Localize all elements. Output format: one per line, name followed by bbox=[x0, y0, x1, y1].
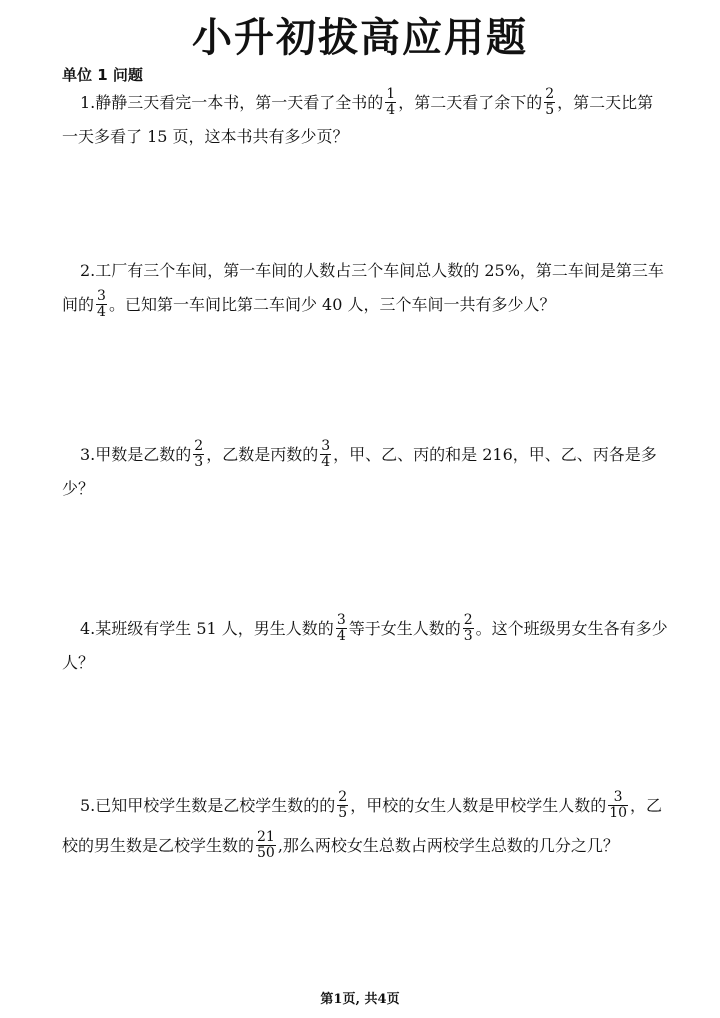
page-footer: 第1页, 共4页 bbox=[320, 992, 400, 1007]
unit-label: 单位 1 问题 bbox=[62, 66, 143, 84]
problem-text: ,那么两校女生总数占两校学生总数的几分之几？ bbox=[277, 836, 619, 855]
problem-text: 。这个班级男女生各有多少人？ bbox=[62, 619, 668, 672]
numerator: 1 bbox=[386, 86, 396, 102]
problem-1 bbox=[62, 86, 668, 154]
numerator: 3 bbox=[97, 288, 106, 304]
problem-number: 2. bbox=[80, 261, 96, 280]
denominator: 3 bbox=[463, 628, 473, 644]
denominator: 4 bbox=[386, 102, 396, 118]
numerator: 2 bbox=[463, 612, 473, 628]
numerator: 3 bbox=[336, 612, 346, 628]
problem-text: ，第二天看了余下的 bbox=[398, 93, 543, 112]
problem-text: ，乙校的男生数是乙校学生数的 bbox=[62, 796, 663, 855]
fraction bbox=[337, 790, 348, 821]
problem-text: ，乙数是丙数的 bbox=[206, 445, 319, 464]
numerator: 2 bbox=[194, 438, 204, 454]
problem-5 bbox=[62, 786, 668, 866]
numerator: 3 bbox=[321, 438, 331, 454]
denominator: 4 bbox=[321, 454, 331, 470]
numerator: 3 bbox=[613, 789, 623, 805]
problem-text: ，甲校的女生人数是甲校学生人数的 bbox=[350, 796, 607, 815]
problem-text: 等于女生人数的 bbox=[348, 619, 461, 638]
problem-text: ，第二天比第一天多看了 15 页，这本书共有多少页？ bbox=[62, 93, 654, 146]
fraction bbox=[608, 790, 628, 821]
denominator: 10 bbox=[609, 805, 628, 821]
problem-number: 4. bbox=[80, 619, 96, 638]
numerator: 21 bbox=[257, 829, 275, 845]
fraction bbox=[463, 613, 474, 644]
numerator: 2 bbox=[545, 86, 555, 102]
page-title: 小升初拔高应用题 bbox=[192, 15, 528, 61]
problem-number: 1. bbox=[80, 93, 96, 112]
problem-2 bbox=[62, 254, 668, 322]
problem-number: 5. bbox=[80, 796, 96, 815]
problem-text: 静静三天看完一本书，第一天看了全书的 bbox=[95, 93, 384, 112]
problem-text: ，甲、乙、丙的和是 216，甲、乙、丙各是多少？ bbox=[62, 445, 657, 498]
fraction bbox=[320, 439, 331, 470]
denominator: 5 bbox=[545, 102, 555, 118]
problem-3 bbox=[62, 438, 668, 506]
denominator: 4 bbox=[97, 304, 106, 320]
fraction bbox=[544, 87, 555, 118]
problem-number: 3. bbox=[80, 445, 96, 464]
fraction bbox=[96, 289, 107, 320]
denominator: 5 bbox=[338, 805, 348, 821]
problem-text: 某班级有学生 51 人，男生人数的 bbox=[95, 619, 334, 638]
problem-text: 甲数是乙数的 bbox=[95, 445, 192, 464]
numerator: 2 bbox=[338, 789, 348, 805]
fraction bbox=[385, 87, 396, 118]
problem-text: 工厂有三个车间，第一车间的人数占三个车间总人数的 25%，第二车间是第三车间的 bbox=[62, 261, 664, 314]
fraction bbox=[193, 439, 204, 470]
problem-text: 。已知第一车间比第二车间少 40 人，三个车间一共有多少人？ bbox=[108, 295, 556, 314]
problem-4 bbox=[62, 612, 668, 680]
denominator: 50 bbox=[257, 845, 275, 861]
fraction bbox=[336, 613, 347, 644]
fraction bbox=[256, 830, 276, 861]
denominator: 3 bbox=[194, 454, 204, 470]
denominator: 4 bbox=[336, 628, 346, 644]
problem-text: 已知甲校学生数是乙校学生数的的 bbox=[95, 796, 336, 815]
